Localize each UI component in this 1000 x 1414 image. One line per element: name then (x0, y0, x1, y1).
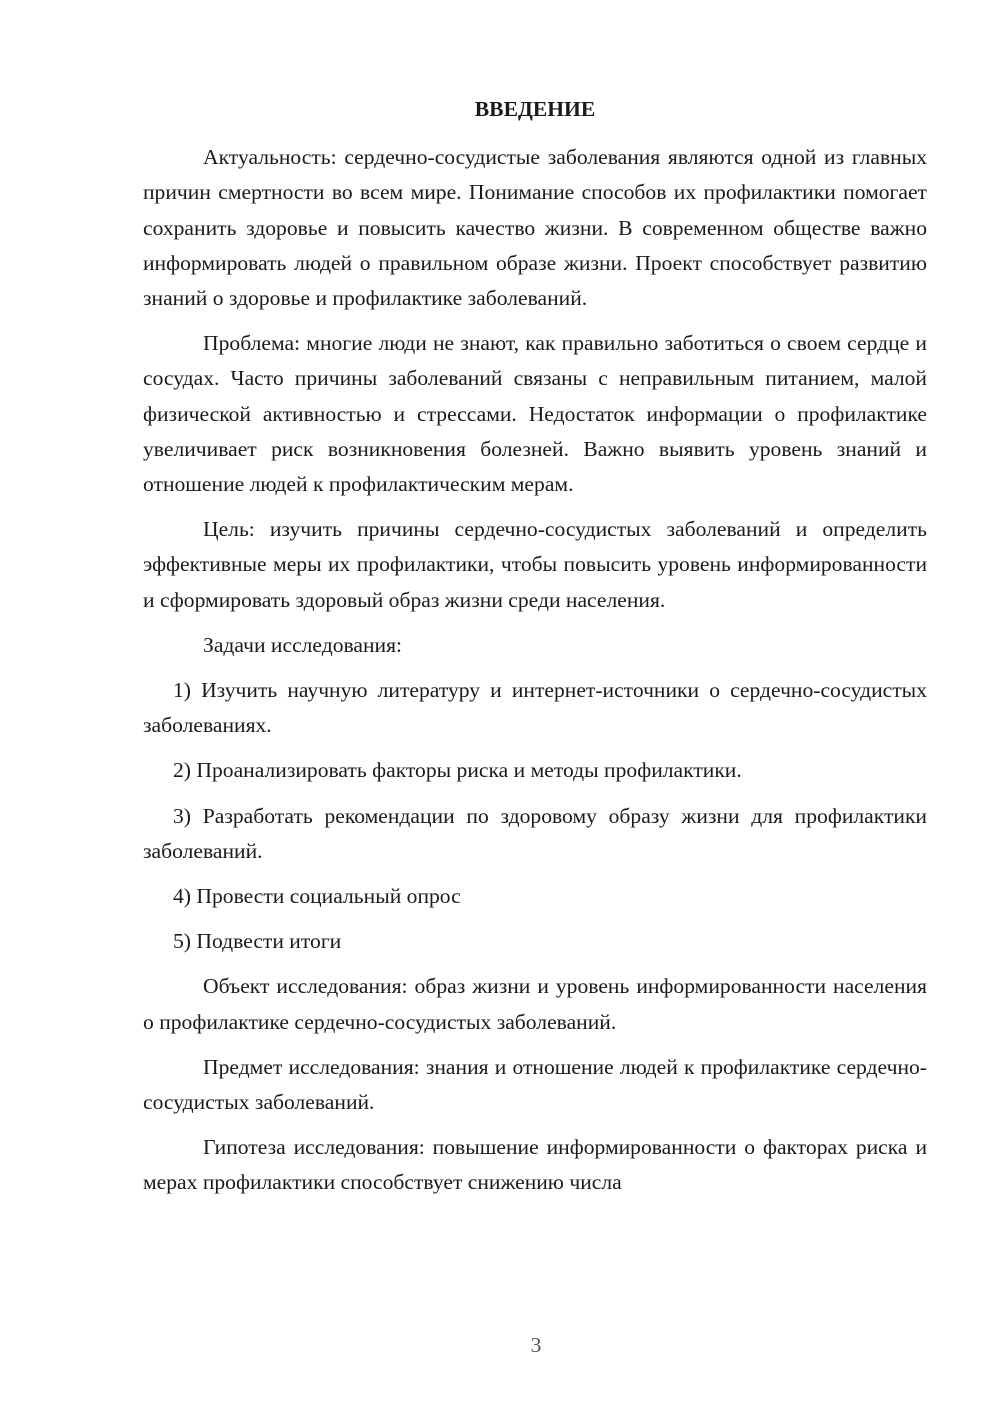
paragraph-subject: Предмет исследования: знания и отношение людей к профилактике сердечно-сосудистых заболеваний. (143, 1054, 927, 1115)
paragraph-hypothesis: Гипотеза исследования: повышение информированности о факторах риска и мерах профилактики способствует снижению числа (143, 1135, 927, 1195)
task-item-2: 2) Проанализировать факторы риска и методы профилактики. (173, 758, 742, 783)
task-item-4: 4) Провести социальный опрос (173, 884, 461, 909)
paragraph-problem: Проблема: многие люди не знают, как правильно заботиться о своем сердце и сосудах. Часто причины заболеваний связаны с неправильным питанием, малой физической активностью и стрессами. Недостаток информации о профилактике увеличивает риск возникновения болезней. Важно выявить уровень знаний и отношение людей к профилактическим мерам. (143, 331, 927, 497)
task-item-3: 3) Разработать рекомендации по здоровому образу жизни для профилактики заболеваний. (143, 803, 927, 863)
task-item-1: 1) Изучить научную литературу и интернет-источники о сердечно-сосудистых заболеваниях. (143, 678, 927, 738)
page-number: 3 (530, 1333, 542, 1357)
page-title: ВВЕДЕНИЕ (474, 97, 596, 121)
page-content (143, 92, 927, 1211)
paragraph-goal: Цель: изучить причины сердечно-сосудистых заболеваний и определить эффективные меры их профилактики, чтобы повысить уровень информированности и сформировать здоровый образ жизни среди населения. (143, 517, 927, 612)
task-item-5: 5) Подвести итоги (173, 929, 342, 954)
paragraph-relevance: Актуальность: сердечно-сосудистые заболевания являются одной из главных причин смертности во всем мире. Понимание способов их профилактики помогает сохранить здоровье и повысить качество жизни. В современном обществе важно информировать людей о правильном образе жизни. Проект способствует развитию знаний о здоровье и профилактике заболеваний. (143, 145, 927, 311)
paragraph-tasks-heading: Задачи исследования: (203, 632, 403, 657)
paragraph-object: Объект исследования: образ жизни и уровень информированности населения о профилактике сердечно-сосудистых заболеваний. (143, 974, 927, 1034)
